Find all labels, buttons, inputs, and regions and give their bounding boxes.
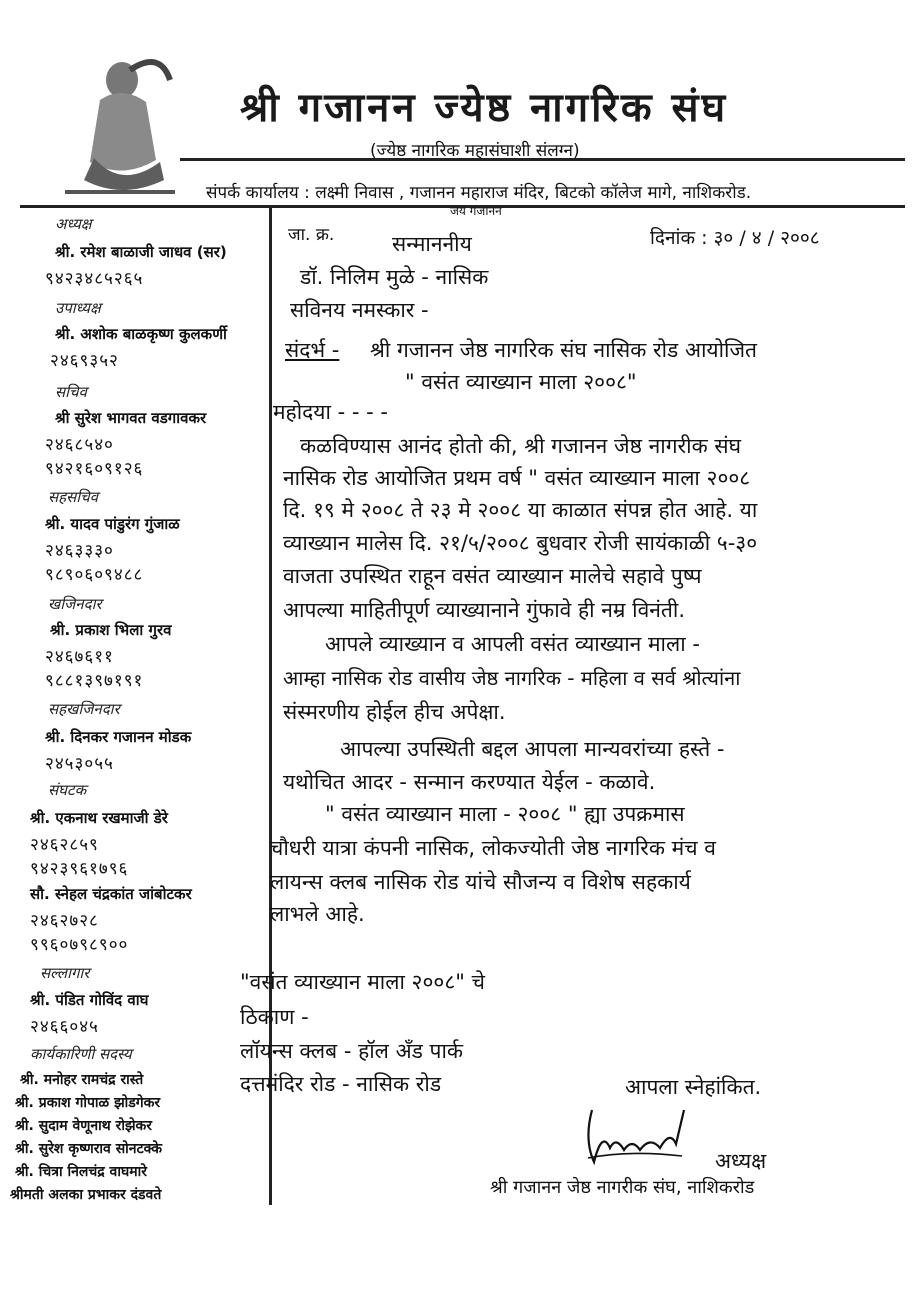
organiser-1-phone-2: ९४२३९६१७९६ [30, 859, 129, 879]
members-role: कार्यकारिणी सदस्य [30, 1045, 132, 1063]
organiser-1-name: श्री. एकनाथ रखमाजी डेरे [30, 809, 168, 827]
organiser-2-phone-1: २४६२७२८ [30, 911, 99, 931]
para4-line: " वसंत व्याख्यान माला - २००८ " ह्या उपक्रमास [325, 802, 685, 826]
para1-line: वाजता उपस्थित राहून वसंत व्याख्यान मालेचे सहावे पुष्प [283, 564, 702, 588]
para3-line: आपल्या उपस्थिती बद्दल आपला मान्यवरांच्या हस्ते - [340, 737, 725, 761]
vp-name: श्री. अशोक बाळकृष्ण कुलकर्णी [55, 325, 227, 343]
para2-line: संस्मरणीय होईल हीच अपेक्षा. [283, 700, 506, 724]
org-title: श्री गजानन ज्येष्ठ नागरिक संघ [240, 85, 729, 131]
signer-organization: श्री गजानन जेष्ठ नागरीक संघ, नाशिकरोड [490, 1177, 755, 1198]
treasurer-name: श्री. प्रकाश भिला गुरव [50, 621, 172, 639]
venue-line: लॉयन्स क्लब - हॉल अँड पार्क [240, 1039, 464, 1063]
jt-secretary-phone-1: २४६३३३० [45, 541, 114, 561]
advisor-phone: २४६६०४५ [30, 1017, 99, 1037]
secretary-name: श्री सुरेश भागवत वडगावकर [55, 409, 207, 427]
subject-label: संदर्भ - [285, 338, 340, 362]
secretary-role: सचिव [55, 383, 87, 401]
signature [580, 1100, 700, 1170]
vp-role: उपाध्यक्ष [55, 299, 101, 317]
reference-number-label: जा. क्र. [288, 225, 335, 245]
treasurer-phone-1: २४६७६११ [45, 647, 114, 667]
organiser-role: संघटक [48, 781, 87, 799]
president-phone: ९४२३४८५२६५ [45, 269, 144, 289]
member-item: श्री. सुदाम वेणूनाथ रोझेकर [15, 1118, 153, 1134]
para4-line: चौधरी यात्रा कंपनी नासिक, लोकज्योती जेष्ठ नागरिक मंच व [270, 836, 716, 860]
jt-treasurer-phone: २४५३०५५ [45, 754, 114, 774]
closing: आपला स्नेहांकित. [625, 1075, 762, 1099]
greeting: सविनय नमस्कार - [290, 298, 429, 322]
subject-text: श्री गजानन जेष्ठ नागरिक संघ नासिक रोड आयोजित [370, 338, 758, 362]
jt-treasurer-name: श्री. दिनकर गजानन मोडक [45, 728, 192, 746]
para1-line: कळविण्यास आनंद होतो की, श्री गजानन जेष्ठ नागरीक संघ [300, 434, 741, 458]
president-name: श्री. रमेश बाळाजी जाधव (सर) [55, 243, 227, 261]
member-item: श्री. चित्रा निलचंद्र वाघमारे [15, 1164, 147, 1180]
organiser-1-phone-1: २४६२८५९ [30, 835, 99, 855]
member-item: श्री. सुरेश कृष्णराव सोनटक्के [15, 1141, 163, 1157]
member-item: श्री. मनोहर रामचंद्र रास्ते [20, 1072, 144, 1088]
signer-role: अध्यक्ष [715, 1149, 767, 1173]
venue-line: "वसंत व्याख्यान माला २००८" चे [240, 970, 485, 994]
jay-gajanan-heading: जय गजानन [450, 204, 502, 218]
organiser-2-name: सौ. स्नेहल चंद्रकांत जांबोटकर [30, 885, 192, 903]
venue-line: दत्तमंदिर रोड - नासिक रोड [240, 1072, 442, 1096]
organization-logo [60, 40, 180, 200]
recipient: डॉ. निलिम मुळे - नासिक [300, 265, 489, 289]
para1-line: दि. १९ मे २००८ ते २३ मे २००८ या काळात संपन्न होत आहे. या [283, 498, 758, 522]
para4-line: लाभले आहे. [270, 902, 365, 926]
mahodaya: महोदया - - - - [273, 400, 388, 424]
para1-line: व्याख्यान मालेस दि. २१/५/२००८ बुधवार रोजी सायंकाळी ५-३० [283, 531, 758, 555]
para1-line: आपल्या माहितीपूर्ण व्याख्यानाने गुंफावे ही नम्र विनंती. [283, 598, 686, 622]
para2-line: आम्हा नासिक रोड वासीय जेष्ठ नागरिक - महिला व सर्व श्रोत्यांना [283, 666, 741, 690]
salutation: सन्माननीय [392, 232, 472, 256]
treasurer-role: खजिनदार [48, 595, 102, 613]
contact-address: संपर्क कार्यालय : लक्ष्मी निवास , गजानन महाराज मंदिर, बिटको कॉलेज मागे, नाशिकरोड. [206, 183, 752, 203]
vp-phone: २४६९३५२ [50, 351, 119, 371]
org-subtitle: (ज्येष्ठ नागरिक महासंघाशी संलग्न) [370, 141, 580, 161]
jt-secretary-role: सहसचिव [48, 488, 98, 506]
member-item: श्री. प्रकाश गोपाळ झोडगेकर [15, 1095, 161, 1111]
para1-line: नासिक रोड आयोजित प्रथम वर्ष " वसंत व्याख्यान माला २००८ [283, 466, 751, 490]
organiser-2-phone-2: ९९६०७९८९०० [30, 935, 129, 955]
jt-secretary-phone-2: ९८९०६०९४८८ [45, 565, 144, 585]
para3-line: यथोचित आदर - सन्मान करण्यात येईल - कळावे. [283, 770, 656, 794]
jt-secretary-name: श्री. यादव पांडुरंग गुंजाळ [45, 515, 180, 533]
para2-line: आपले व्याख्यान व आपली वसंत व्याख्यान माला - [325, 632, 700, 656]
subject-line-2: " वसंत व्याख्यान माला २००८" [405, 370, 637, 394]
treasurer-phone-2: ९८८१३९७१९१ [45, 671, 144, 691]
secretary-phone-2: ९४२१६०९१२६ [45, 459, 144, 479]
venue-line: ठिकाण - [240, 1005, 309, 1029]
president-role: अध्यक्ष [55, 215, 92, 233]
member-item: श्रीमती अलका प्रभाकर दंडवते [10, 1187, 162, 1203]
advisor-name: श्री. पंडित गोविंद वाघ [30, 991, 149, 1009]
advisor-role: सल्लागार [40, 964, 90, 982]
letter-date: दिनांक : ३० / ४ / २००८ [650, 227, 820, 249]
para4-line: लायन्स क्लब नासिक रोड यांचे सौजन्य व विशेष सहकार्य [270, 870, 691, 894]
jt-treasurer-role: सहखजिनदार [48, 700, 120, 718]
secretary-phone-1: २४६८५४० [45, 435, 114, 455]
